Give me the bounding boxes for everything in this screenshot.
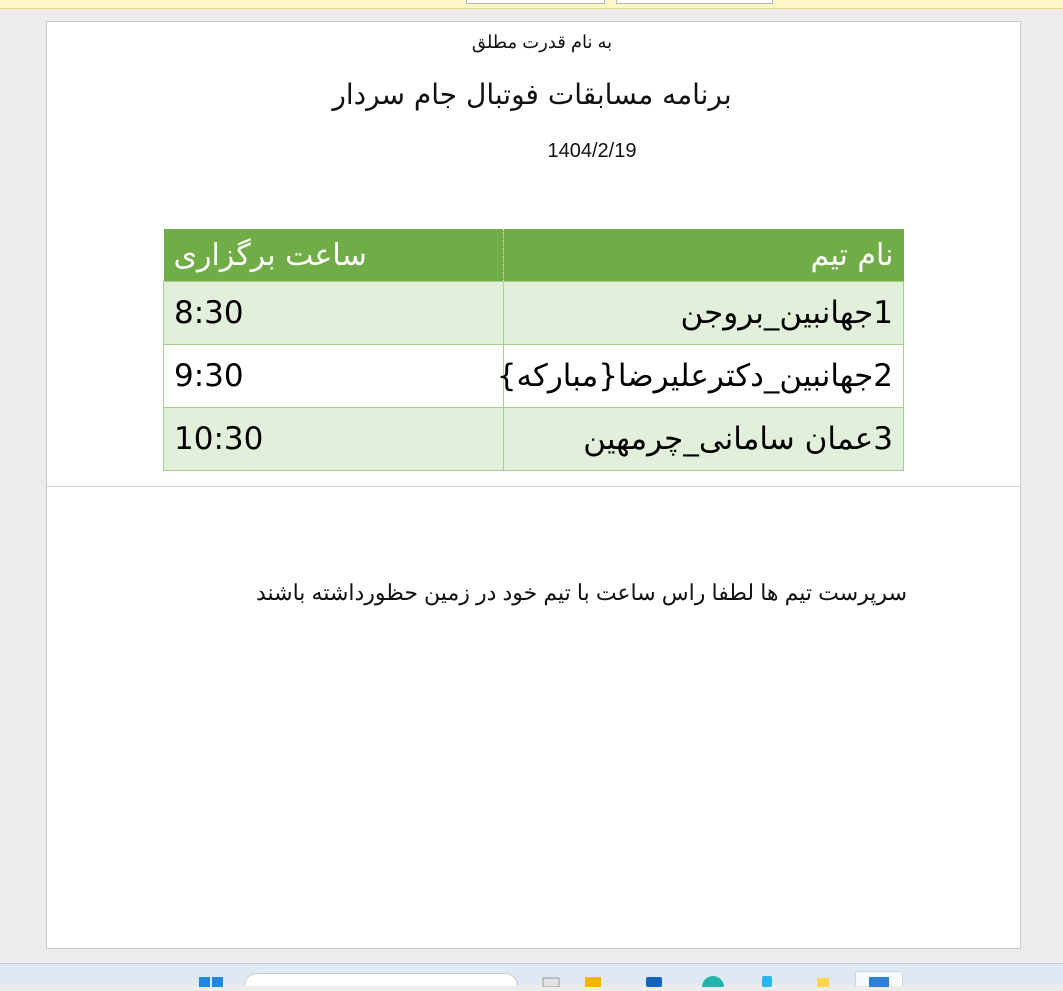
table-row: [164, 282, 904, 345]
header-team: نام تیم: [504, 229, 904, 282]
table-row: [164, 345, 904, 408]
page-title: برنامه مسابقات فوتبال جام سردار: [332, 78, 732, 111]
search-box[interactable]: [244, 973, 518, 986]
match-time-cell[interactable]: 9:30: [164, 345, 504, 408]
date-line: 1404/2/19: [547, 140, 637, 162]
team-name-cell[interactable]: 1جهانبین_بروجن: [504, 282, 904, 345]
document-page: [46, 21, 1021, 949]
team-name-cell[interactable]: 3عمان سامانی_چرمهین: [504, 408, 904, 471]
top-toolbar-strip: [0, 0, 1063, 9]
table-header-row: [164, 229, 904, 282]
match-time-cell[interactable]: 8:30: [164, 282, 504, 345]
store-icon[interactable]: [642, 972, 666, 985]
toolbar-field-right[interactable]: [616, 0, 773, 4]
schedule-table: [163, 229, 904, 471]
toolbar-field-left[interactable]: [466, 0, 605, 4]
edge-icon[interactable]: [700, 972, 726, 985]
team-name-cell[interactable]: 2جهانبین_دکترعلیرضا{مبارکه}: [504, 345, 904, 408]
invocation-line: به نام قدرت مطلق: [471, 32, 613, 52]
table-row: [164, 408, 904, 471]
page-break-line: [47, 486, 1020, 487]
file-explorer-icon[interactable]: [540, 972, 562, 985]
phone-link-icon[interactable]: [756, 972, 778, 985]
notice-text: سرپرست تیم ها لطفا راس ساعت با تیم خود در زمین حظورداشته باشند: [255, 580, 907, 605]
match-time-cell[interactable]: 10:30: [164, 408, 504, 471]
sticky-notes-icon[interactable]: [812, 972, 834, 985]
windows-start-icon[interactable]: [198, 972, 224, 985]
header-time: ساعت برگزاری: [164, 229, 504, 282]
taskbar: [0, 963, 1063, 985]
folder-icon[interactable]: [582, 972, 604, 985]
